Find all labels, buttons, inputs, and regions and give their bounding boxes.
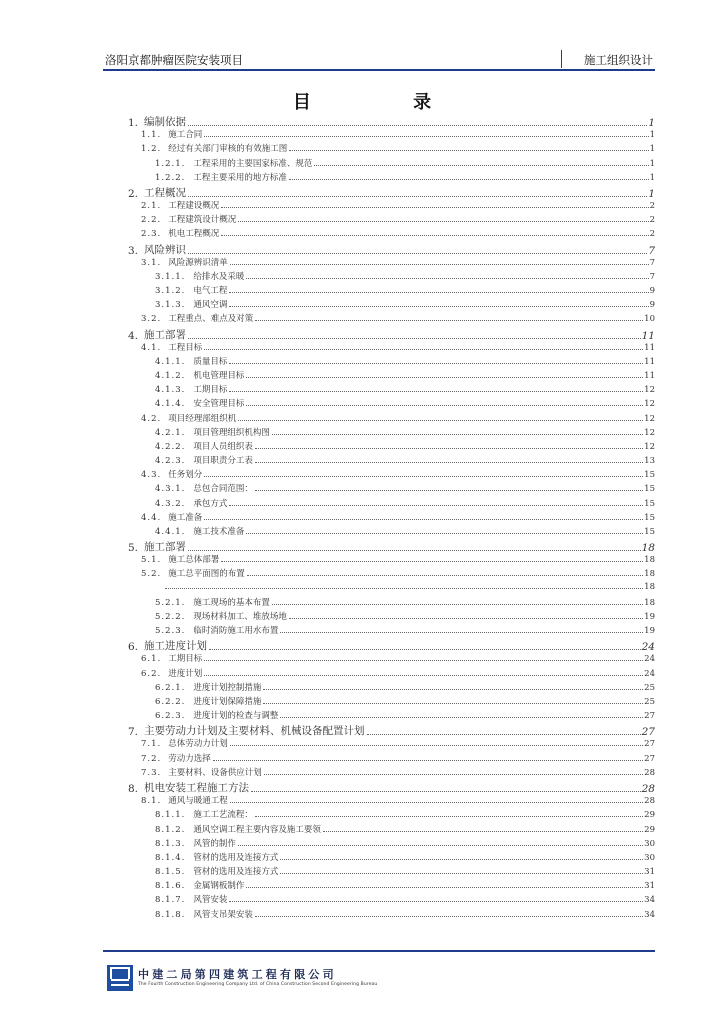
toc-entry-label: 项目管理组织机构图 xyxy=(193,427,270,438)
toc-entry-number: 4.1.3. xyxy=(155,385,186,396)
toc-entry-number: 3.1.1. xyxy=(155,271,186,282)
toc-leader-dots xyxy=(289,150,648,151)
toc-entry-number: 8.1.3. xyxy=(155,838,186,849)
toc-entry-page: 15 xyxy=(644,470,655,481)
toc-entry-label: 施工部署 xyxy=(144,541,187,554)
toc-entry-number: 4.1.4. xyxy=(155,399,186,410)
toc-entry-page: 15 xyxy=(644,498,655,509)
toc-entry-page: 34 xyxy=(644,895,655,906)
toc-entry-label: 管材的选用及连接方式 xyxy=(193,867,279,877)
toc-leader-dots xyxy=(188,196,647,197)
toc-entry-page: 15 xyxy=(644,484,655,495)
toc-leader-dots xyxy=(246,278,648,279)
toc-entry[interactable] xyxy=(128,638,655,653)
toc-entry[interactable] xyxy=(128,723,655,738)
toc-entry[interactable] xyxy=(155,851,655,863)
toc-entry-page: 18 xyxy=(644,555,655,566)
toc-leader-dots xyxy=(367,734,641,735)
toc-leader-dots xyxy=(255,816,643,817)
toc-entry[interactable] xyxy=(155,596,655,608)
toc-leader-dots xyxy=(188,253,647,254)
toc-entry[interactable] xyxy=(141,511,655,523)
toc-entry-label: 工程概况 xyxy=(144,186,187,199)
toc-entry[interactable] xyxy=(155,908,655,920)
toc-entry-page: 7 xyxy=(648,244,655,257)
toc-leader-dots xyxy=(204,349,643,350)
toc-entry-page: 11 xyxy=(644,356,655,367)
toc-entry-label: 主要劳动力计划及主要材料、机械设备配置计划 xyxy=(144,725,365,738)
toc-entry-label: 风险辨识 xyxy=(144,243,187,256)
toc-leader-dots xyxy=(246,533,643,534)
toc-entry-page: 11 xyxy=(641,329,655,342)
toc-entry-page: 11 xyxy=(644,342,655,353)
toc-entry-number: 5.2.3. xyxy=(155,626,186,637)
toc-entry[interactable] xyxy=(141,341,655,353)
toc-entry-page: 12 xyxy=(644,441,655,452)
toc-entry-number: 5. xyxy=(128,542,139,555)
toc-leader-dots xyxy=(204,476,643,477)
toc-leader-dots xyxy=(323,831,643,832)
toc-leader-dots xyxy=(229,505,643,506)
toc-entry-label: 金属钢板制作 xyxy=(193,881,245,892)
toc-entry-page: 19 xyxy=(644,611,655,622)
toc-entry[interactable] xyxy=(141,553,655,565)
toc-entry-label: 临时消防施工用水布置 xyxy=(193,626,279,637)
toc-entry-number: 4.2.1. xyxy=(155,427,186,438)
toc-entry-label: 施工工艺流程： xyxy=(193,810,253,821)
toc-entry[interactable] xyxy=(155,709,655,721)
toc-entry-label: 施工合同 xyxy=(168,130,203,141)
toc-entry-number: 7.1. xyxy=(141,739,162,750)
toc-entry-label: 项目人员组织表 xyxy=(193,441,253,452)
toc-entry-number: 6.1. xyxy=(141,654,162,665)
toc-entry-label: 质量目标 xyxy=(193,356,228,367)
toc-entry-number: 4.1.2. xyxy=(155,371,186,382)
toc-entry-page: 18 xyxy=(644,581,655,592)
toc-entry-number: 4.3.1. xyxy=(155,484,186,495)
toc-entry-page: 29 xyxy=(644,824,655,835)
toc-entry-label: 现场材料加工、堆放场地 xyxy=(193,611,287,622)
toc-entry-label: 风管安装 xyxy=(193,895,228,906)
toc-entry-number: 6. xyxy=(128,641,139,654)
toc-leader-dots xyxy=(255,448,643,449)
toc-entry[interactable] xyxy=(141,468,655,480)
toc-entry-label: 工程采用的主要国家标准、规范 xyxy=(193,158,313,169)
toc-entry-number: 8.1. xyxy=(141,796,162,807)
toc-entry-label: 管材的选用及连接方式 xyxy=(193,852,279,863)
toc-entry-label: 通风空调 xyxy=(193,300,228,311)
toc-entry-page: 18 xyxy=(644,569,655,580)
toc-entry[interactable] xyxy=(128,539,655,554)
toc-entry-page: 2 xyxy=(649,215,655,226)
toc-entry-label: 工程建筑设计概况 xyxy=(168,215,237,226)
toc-entry-number: 8.1.6. xyxy=(155,881,186,892)
toc-entry[interactable] xyxy=(141,737,655,749)
toc-entry[interactable] xyxy=(155,369,655,381)
toc-entry-number: 8.1.7. xyxy=(155,895,186,906)
toc-entry-label: 主要材料、设备供应计划 xyxy=(168,767,262,778)
toc-leader-dots xyxy=(229,391,643,392)
toc-entry-number: 3. xyxy=(128,244,139,257)
toc-entry-page: 27 xyxy=(641,726,655,739)
toc-leader-dots xyxy=(255,462,643,463)
toc-entry[interactable] xyxy=(155,808,655,820)
toc-entry[interactable] xyxy=(155,270,655,282)
toc-leader-dots xyxy=(255,320,643,321)
toc-leader-dots xyxy=(280,632,643,633)
toc-leader-dots xyxy=(264,774,643,775)
toc-entry[interactable] xyxy=(155,157,655,169)
toc-entry[interactable] xyxy=(155,383,655,395)
toc-entry-number: 5.2.2. xyxy=(155,611,186,622)
toc-entry-page: 28 xyxy=(644,796,655,807)
toc-entry-label: 工程建设概况 xyxy=(168,201,220,212)
toc-entry-page: 31 xyxy=(644,881,655,892)
toc-leader-dots xyxy=(188,125,647,126)
toc-entry-page: 24 xyxy=(644,668,655,679)
toc-entry-number: 2. xyxy=(128,187,139,200)
toc-entry-number: 3.1.3. xyxy=(155,300,186,311)
footer-company-name: 中建二局第四建筑工程有限公司 xyxy=(138,968,337,981)
toc-leader-dots xyxy=(246,377,643,378)
toc-entry-label: 风险源辨识清单 xyxy=(168,257,228,268)
toc-entry-number: 8.1.8. xyxy=(155,909,186,920)
toc-entry-page: 7 xyxy=(649,257,655,268)
toc-entry-number: 8.1.5. xyxy=(155,867,186,877)
toc-entry[interactable] xyxy=(155,454,655,466)
toc-entry-label: 施工准备 xyxy=(168,512,203,523)
toc-entry-page: 29 xyxy=(644,810,655,821)
toc-entry-label: 机电安装工程施工方法 xyxy=(144,781,250,794)
toc-entry-number: 5.2.1. xyxy=(155,597,186,608)
footer-rule xyxy=(103,950,655,952)
toc-entry-number: 4.3. xyxy=(141,470,162,481)
toc-entry-number: 2.2. xyxy=(141,215,162,226)
toc-entry-label: 施工部署 xyxy=(144,328,187,341)
toc-leader-dots xyxy=(230,802,643,803)
toc-entry-label: 机电管理目标 xyxy=(193,371,245,382)
toc-entry-page: 27 xyxy=(644,711,655,722)
toc-entry[interactable] xyxy=(155,865,655,877)
toc-entry[interactable] xyxy=(128,242,655,257)
toc-leader-dots xyxy=(280,717,643,718)
toc-entry[interactable] xyxy=(155,355,655,367)
toc-entry-label: 进度计划保障措施 xyxy=(193,696,262,707)
toc-entry-label: 通风空调工程主要内容及施工要领 xyxy=(193,824,321,835)
toc-leader-dots xyxy=(221,207,648,208)
toc-leader-dots xyxy=(272,434,643,435)
toc-entry[interactable] xyxy=(141,752,655,764)
toc-entry-label: 劳动力选择 xyxy=(168,753,211,764)
toc-leader-dots xyxy=(314,165,648,166)
toc-entry-label: 项目职责分工表 xyxy=(193,456,253,467)
toc-leader-dots xyxy=(204,519,643,520)
toc-entry-label: 编制依据 xyxy=(144,116,187,128)
toc-entry[interactable] xyxy=(155,610,655,622)
toc-entry[interactable] xyxy=(141,412,655,424)
toc-entry[interactable] xyxy=(155,298,655,310)
toc-entry-page: 10 xyxy=(644,314,655,325)
toc-entry-label: 施工技术准备 xyxy=(193,526,245,537)
toc-entry-number: 1. xyxy=(128,117,139,129)
toc-entry-label: 电气工程 xyxy=(193,286,228,297)
toc-entry-page: 1 xyxy=(649,158,655,169)
toc-leader-dots xyxy=(238,221,648,222)
toc-entry-label: 进度计划控制措施 xyxy=(193,682,262,693)
toc-entry-number: 4.1.1. xyxy=(155,356,186,367)
toc-entry-page: 12 xyxy=(644,427,655,438)
toc-entry-page: 28 xyxy=(641,782,655,795)
toc-entry-number: 5.2. xyxy=(141,569,162,580)
header-divider xyxy=(561,50,562,68)
toc-entry-label: 总体劳动力计划 xyxy=(168,739,228,750)
toc-entry-label: 机电工程概况 xyxy=(168,229,220,240)
toc-entry-label: 工程目标 xyxy=(168,342,203,353)
toc-entry-number: 3.1.2. xyxy=(155,286,186,297)
toc-entry-page: 30 xyxy=(644,852,655,863)
toc-entry[interactable] xyxy=(128,114,655,129)
toc-leader-dots xyxy=(255,916,643,917)
toc-entry-number: 6.2. xyxy=(141,668,162,679)
toc-entry-number: 8.1.1. xyxy=(155,810,186,821)
toc-entry-page: 34 xyxy=(644,909,655,920)
toc-entry-number: 5.1. xyxy=(141,555,162,566)
toc-entry-label: 承包方式 xyxy=(193,498,228,509)
toc-entry[interactable] xyxy=(155,695,655,707)
toc-entry-page: 11 xyxy=(644,371,655,382)
toc-entry-page: 1 xyxy=(648,117,655,129)
toc-leader-dots xyxy=(165,588,643,589)
toc-entry[interactable] xyxy=(155,440,655,452)
toc-entry-label: 风管的制作 xyxy=(193,838,236,849)
toc-entry[interactable] xyxy=(155,284,655,296)
toc-entry-number: 8. xyxy=(128,782,139,795)
toc-entry-label: 通风与暖通工程 xyxy=(168,796,228,807)
toc-entry-page: 19 xyxy=(644,626,655,637)
toc-entry[interactable] xyxy=(155,171,655,183)
toc-entry[interactable] xyxy=(128,327,655,342)
toc-entry-label: 风管支吊架安装 xyxy=(193,909,253,920)
toc-entry-label: 进度计划的检查与调整 xyxy=(193,711,279,722)
toc-entry[interactable] xyxy=(155,582,655,592)
toc-leader-dots xyxy=(246,405,643,406)
toc-entry[interactable] xyxy=(155,681,655,693)
toc-leader-dots xyxy=(255,490,643,491)
page-header xyxy=(103,50,655,68)
toc-leader-dots xyxy=(247,575,643,576)
toc-entry-label: 安全管理目标 xyxy=(193,399,245,410)
toc-entry-page: 27 xyxy=(644,753,655,764)
toc-leader-dots xyxy=(229,292,648,293)
company-logo-icon xyxy=(107,965,133,991)
toc-entry-page: 12 xyxy=(644,413,655,424)
toc-entry-label: 工程重点、难点及对策 xyxy=(168,314,254,325)
toc-entry-number: 4.2. xyxy=(141,413,162,424)
toc-entry-page: 18 xyxy=(641,542,655,555)
toc-entry-number: 4. xyxy=(128,329,139,342)
header-rule xyxy=(103,69,655,71)
toc-entry-page: 2 xyxy=(649,229,655,240)
toc-entry[interactable] xyxy=(155,893,655,905)
toc-leader-dots xyxy=(263,703,643,704)
toc-entry-number: 1.2. xyxy=(141,144,162,155)
toc-leader-dots xyxy=(272,604,643,605)
toc-entry-page: 12 xyxy=(644,399,655,410)
toc-leader-dots xyxy=(289,618,643,619)
toc-entry[interactable] xyxy=(141,766,655,778)
toc-entry-page: 24 xyxy=(644,654,655,665)
toc-entry-number: 8.1.4. xyxy=(155,852,186,863)
toc-entry-page: 27 xyxy=(644,739,655,750)
toc-leader-dots xyxy=(229,306,648,307)
toc-leader-dots xyxy=(229,901,643,902)
toc-entry-label: 施工总体部署 xyxy=(168,555,220,566)
header-doc-type: 施工组织设计 xyxy=(584,53,653,67)
toc-leader-dots xyxy=(209,649,641,650)
toc-entry[interactable] xyxy=(155,397,655,409)
toc-leader-dots xyxy=(230,745,643,746)
toc-entry-label: 经过有关部门审核的有效施工图 xyxy=(168,144,288,155)
toc-entry[interactable] xyxy=(141,667,655,679)
toc-entry[interactable] xyxy=(128,185,655,200)
toc-entry[interactable] xyxy=(141,227,655,239)
toc-leader-dots xyxy=(221,235,648,236)
toc-entry[interactable] xyxy=(141,256,655,268)
toc-leader-dots xyxy=(263,689,643,690)
toc-entry-page: 7 xyxy=(649,271,655,282)
toc-entry-label: 工期目标 xyxy=(193,385,228,396)
toc-leader-dots xyxy=(221,561,643,562)
toc-entry-label: 项目经理部组织机 xyxy=(168,413,237,424)
toc-entry[interactable] xyxy=(155,837,655,849)
toc-entry-number: 7.2. xyxy=(141,753,162,764)
toc-entry[interactable] xyxy=(141,312,655,324)
toc-entry-number: 7. xyxy=(128,726,139,739)
footer-company-name-en: The Fourth Construction Engineering Company Ltd. of China Construction Second Engineering Bureau xyxy=(138,982,378,987)
toc-entry-number: 4.2.3. xyxy=(155,456,186,467)
toc-leader-dots xyxy=(251,791,641,792)
toc-entry-number: 6.2.3. xyxy=(155,711,186,722)
toc-entry-number: 8.1.2. xyxy=(155,824,186,835)
toc-entry-page: 28 xyxy=(644,767,655,778)
toc-entry-label: 任务划分 xyxy=(168,470,203,481)
toc-entry-number: 1.1. xyxy=(141,130,162,141)
toc-entry-page: 12 xyxy=(644,385,655,396)
toc-leader-dots xyxy=(204,660,643,661)
header-project-title: 洛阳京都肿瘤医院安装项目 xyxy=(105,53,243,67)
toc-entry-number: 1.2.2. xyxy=(155,172,186,183)
toc-title: 目 录 xyxy=(292,92,480,113)
toc-entry-number: 6.2.1. xyxy=(155,682,186,693)
toc-entry[interactable] xyxy=(155,426,655,438)
toc-entry-number: 4.4. xyxy=(141,512,162,523)
toc-entry[interactable] xyxy=(141,652,655,664)
toc-entry[interactable] xyxy=(155,497,655,509)
toc-entry[interactable] xyxy=(155,525,655,537)
toc-entry-page: 13 xyxy=(644,456,655,467)
toc-entry-number: 2.1. xyxy=(141,201,162,212)
toc-entry-label: 施工现场的基本布置 xyxy=(193,597,270,608)
toc-entry-page: 1 xyxy=(649,144,655,155)
toc-entry-page: 2 xyxy=(649,201,655,212)
toc-entry[interactable] xyxy=(155,823,655,835)
toc-entry-number: 7.3. xyxy=(141,767,162,778)
toc-leader-dots xyxy=(289,179,649,180)
toc-entry-page: 25 xyxy=(644,682,655,693)
toc-entry-page: 18 xyxy=(644,597,655,608)
toc-entry-page: 9 xyxy=(649,300,655,311)
toc-entry-label: 施工进度计划 xyxy=(144,640,208,653)
toc-entry[interactable] xyxy=(141,794,655,806)
toc-entry-number: 1.2.1. xyxy=(155,158,186,169)
toc-entry[interactable] xyxy=(141,142,655,154)
toc-leader-dots xyxy=(213,760,643,761)
toc-entry-number: 3.1. xyxy=(141,257,162,268)
toc-entry-page: 15 xyxy=(644,526,655,537)
toc-entry[interactable] xyxy=(128,780,655,795)
toc-entry-label: 施工总平面图的布置 xyxy=(168,569,245,580)
toc-leader-dots xyxy=(188,550,641,551)
toc-entry-number: 4.2.2. xyxy=(155,441,186,452)
toc-leader-dots xyxy=(188,338,641,339)
toc-entry-page: 1 xyxy=(648,187,655,200)
toc-entry[interactable] xyxy=(141,567,655,579)
toc-leader-dots xyxy=(280,873,643,874)
toc-entry-page: 31 xyxy=(644,867,655,877)
toc-entry[interactable] xyxy=(141,199,655,211)
toc-leader-dots xyxy=(238,845,643,846)
toc-entry-number: 3.2. xyxy=(141,314,162,325)
toc-entry-number: 2.3. xyxy=(141,229,162,240)
toc-entry-label: 工期目标 xyxy=(168,654,203,665)
toc-entry-label: 总包合同范围： xyxy=(193,484,253,495)
toc-entry-label: 进度计划 xyxy=(168,668,203,679)
toc-entry-number: 4.4.1. xyxy=(155,526,186,537)
toc-entry-number: 4.1. xyxy=(141,342,162,353)
toc-entry-number: 6.2.2. xyxy=(155,696,186,707)
toc-entry[interactable] xyxy=(141,213,655,225)
toc-leader-dots xyxy=(246,887,643,888)
toc-entry-number: 4.3.2. xyxy=(155,498,186,509)
toc-entry-page: 1 xyxy=(649,130,655,141)
toc-leader-dots xyxy=(204,675,643,676)
toc-entry[interactable] xyxy=(155,482,655,494)
toc-entry-page: 30 xyxy=(644,838,655,849)
toc-entry-page: 24 xyxy=(641,641,655,654)
toc-leader-dots xyxy=(238,420,643,421)
toc-entry-page: 25 xyxy=(644,696,655,707)
toc-leader-dots xyxy=(204,136,648,137)
toc-entry[interactable] xyxy=(155,879,655,891)
toc-entry-label: 给排水及采暖 xyxy=(193,271,245,282)
toc-leader-dots xyxy=(230,264,649,265)
toc-entry-page: 9 xyxy=(649,286,655,297)
toc-entry-label: 工程主要采用的地方标准 xyxy=(193,172,287,183)
toc-entry-page: 15 xyxy=(644,512,655,523)
toc-entry[interactable] xyxy=(155,624,655,636)
toc-entry-page: 1 xyxy=(649,172,655,183)
toc-leader-dots xyxy=(229,363,643,364)
toc-leader-dots xyxy=(280,859,643,860)
toc-entry[interactable] xyxy=(141,128,655,140)
